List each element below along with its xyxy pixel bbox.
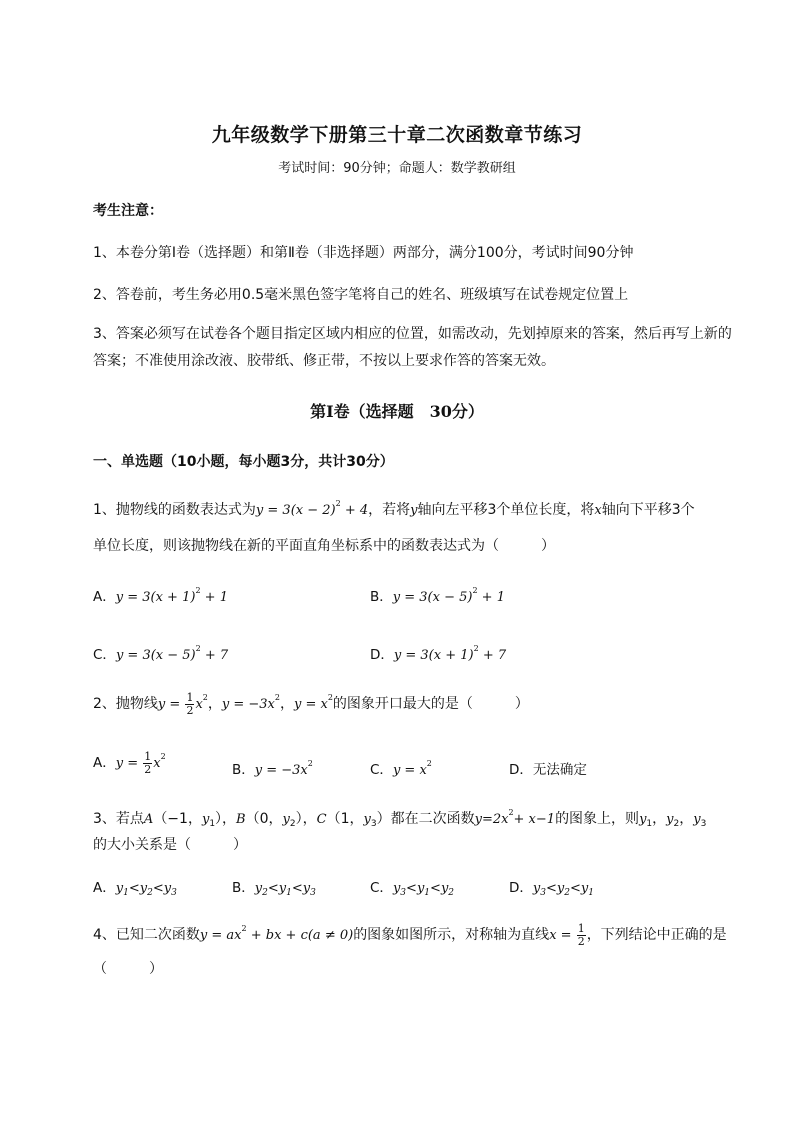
q2-option-c[interactable]: C．$y = x^2$ xyxy=(370,759,432,778)
question-3-line-2: 的大小关系是（ ） xyxy=(93,837,247,853)
q1-expression: $y = 3(x - 2)^2 + 4$ xyxy=(255,499,369,518)
exam-subtitle: 考试时间：90分钟；命题人：数学教研组 xyxy=(278,161,516,176)
q1-option-b[interactable]: B．$y = 3(x - 5)^2 + 1$ xyxy=(370,586,505,605)
question-1-line-2: 单位长度，则该抛物线在新的平面直角坐标系中的函数表达式为（ ） xyxy=(93,538,555,554)
notice-item-2: 2、答卷前，考生务必用0.5毫米黑色签字笔将自己的姓名、班级填写在试卷规定位置上 xyxy=(93,287,629,303)
question-2-line: 2、抛物线y = $\frac{1}{2}$ $x^2$，$y = -3x^2$，$y = x^2$的图象开口最大的是（ ） xyxy=(93,691,529,717)
notice-item-3: 3、答案必须写在试卷各个题目指定区域内相应的位置，如需改动，先划掉原来的答案，然后再写上新的答案；不准使用涂改液、胶带纸、修正带，不按以上要求作答的答案无效。 xyxy=(93,326,732,369)
q3-option-d[interactable]: D．$y_3<y_2<y_1$ xyxy=(509,880,594,898)
question-4-line-2: （ ） xyxy=(93,961,163,977)
q3-option-c[interactable]: C．$y_3<y_1<y_2$ xyxy=(370,880,455,898)
q1-option-c[interactable]: C．$y = 3(x - 5)^2 + 7$ xyxy=(93,644,229,663)
question-3-line-1: 3、若点A（−1，$y_1$），B（0，$y_2$），C（1，$y_3$）都在二次函数$y=2x^2+ x-1$的图象上，则$y_1$，$y_2$，$y_3$ xyxy=(93,808,707,829)
q1-option-a[interactable]: A．$y = 3(x + 1)^2 + 1$ xyxy=(93,586,228,605)
q2-option-a[interactable]: A．y = $\frac{1}{2}$ $x^2$ xyxy=(93,750,166,776)
q2-option-b[interactable]: B．$y = -3x^2$ xyxy=(232,759,313,778)
q2-option-d[interactable]: D．无法确定 xyxy=(509,762,587,778)
q3-option-a[interactable]: A．$y_1<y_2<y_3$ xyxy=(93,880,177,898)
q1-option-d[interactable]: D．$y = 3(x + 1)^2 + 7$ xyxy=(370,644,507,663)
question-1-line-1: 1、抛物线的函数表达式为$y = 3(x - 2)^2 + 4$，若将y轴向左平移3个单位长度，将x轴向下平移3个 xyxy=(93,499,695,518)
question-4-line-1: 4、已知二次函数$y = ax^2$ + bx + c(a ≠ 0)的图象如图所示，对称轴为直线x = $\frac{1}{2}$ ，下列结论中正确的是 xyxy=(93,922,727,948)
section-title: 第I卷（选择题 30分） xyxy=(310,402,484,421)
part-heading: 一、单选题（10小题，每小题3分，共计30分） xyxy=(93,454,394,470)
q3-option-b[interactable]: B．$y_2<y_1<y_3$ xyxy=(232,880,316,898)
page-title: 九年级数学下册第三十章二次函数章节练习 xyxy=(211,124,583,146)
notice-heading: 考生注意： xyxy=(93,203,163,219)
notice-item-1: 1、本卷分第I卷（选择题）和第Ⅱ卷（非选择题）两部分，满分100分，考试时间90分钟 xyxy=(93,245,634,261)
